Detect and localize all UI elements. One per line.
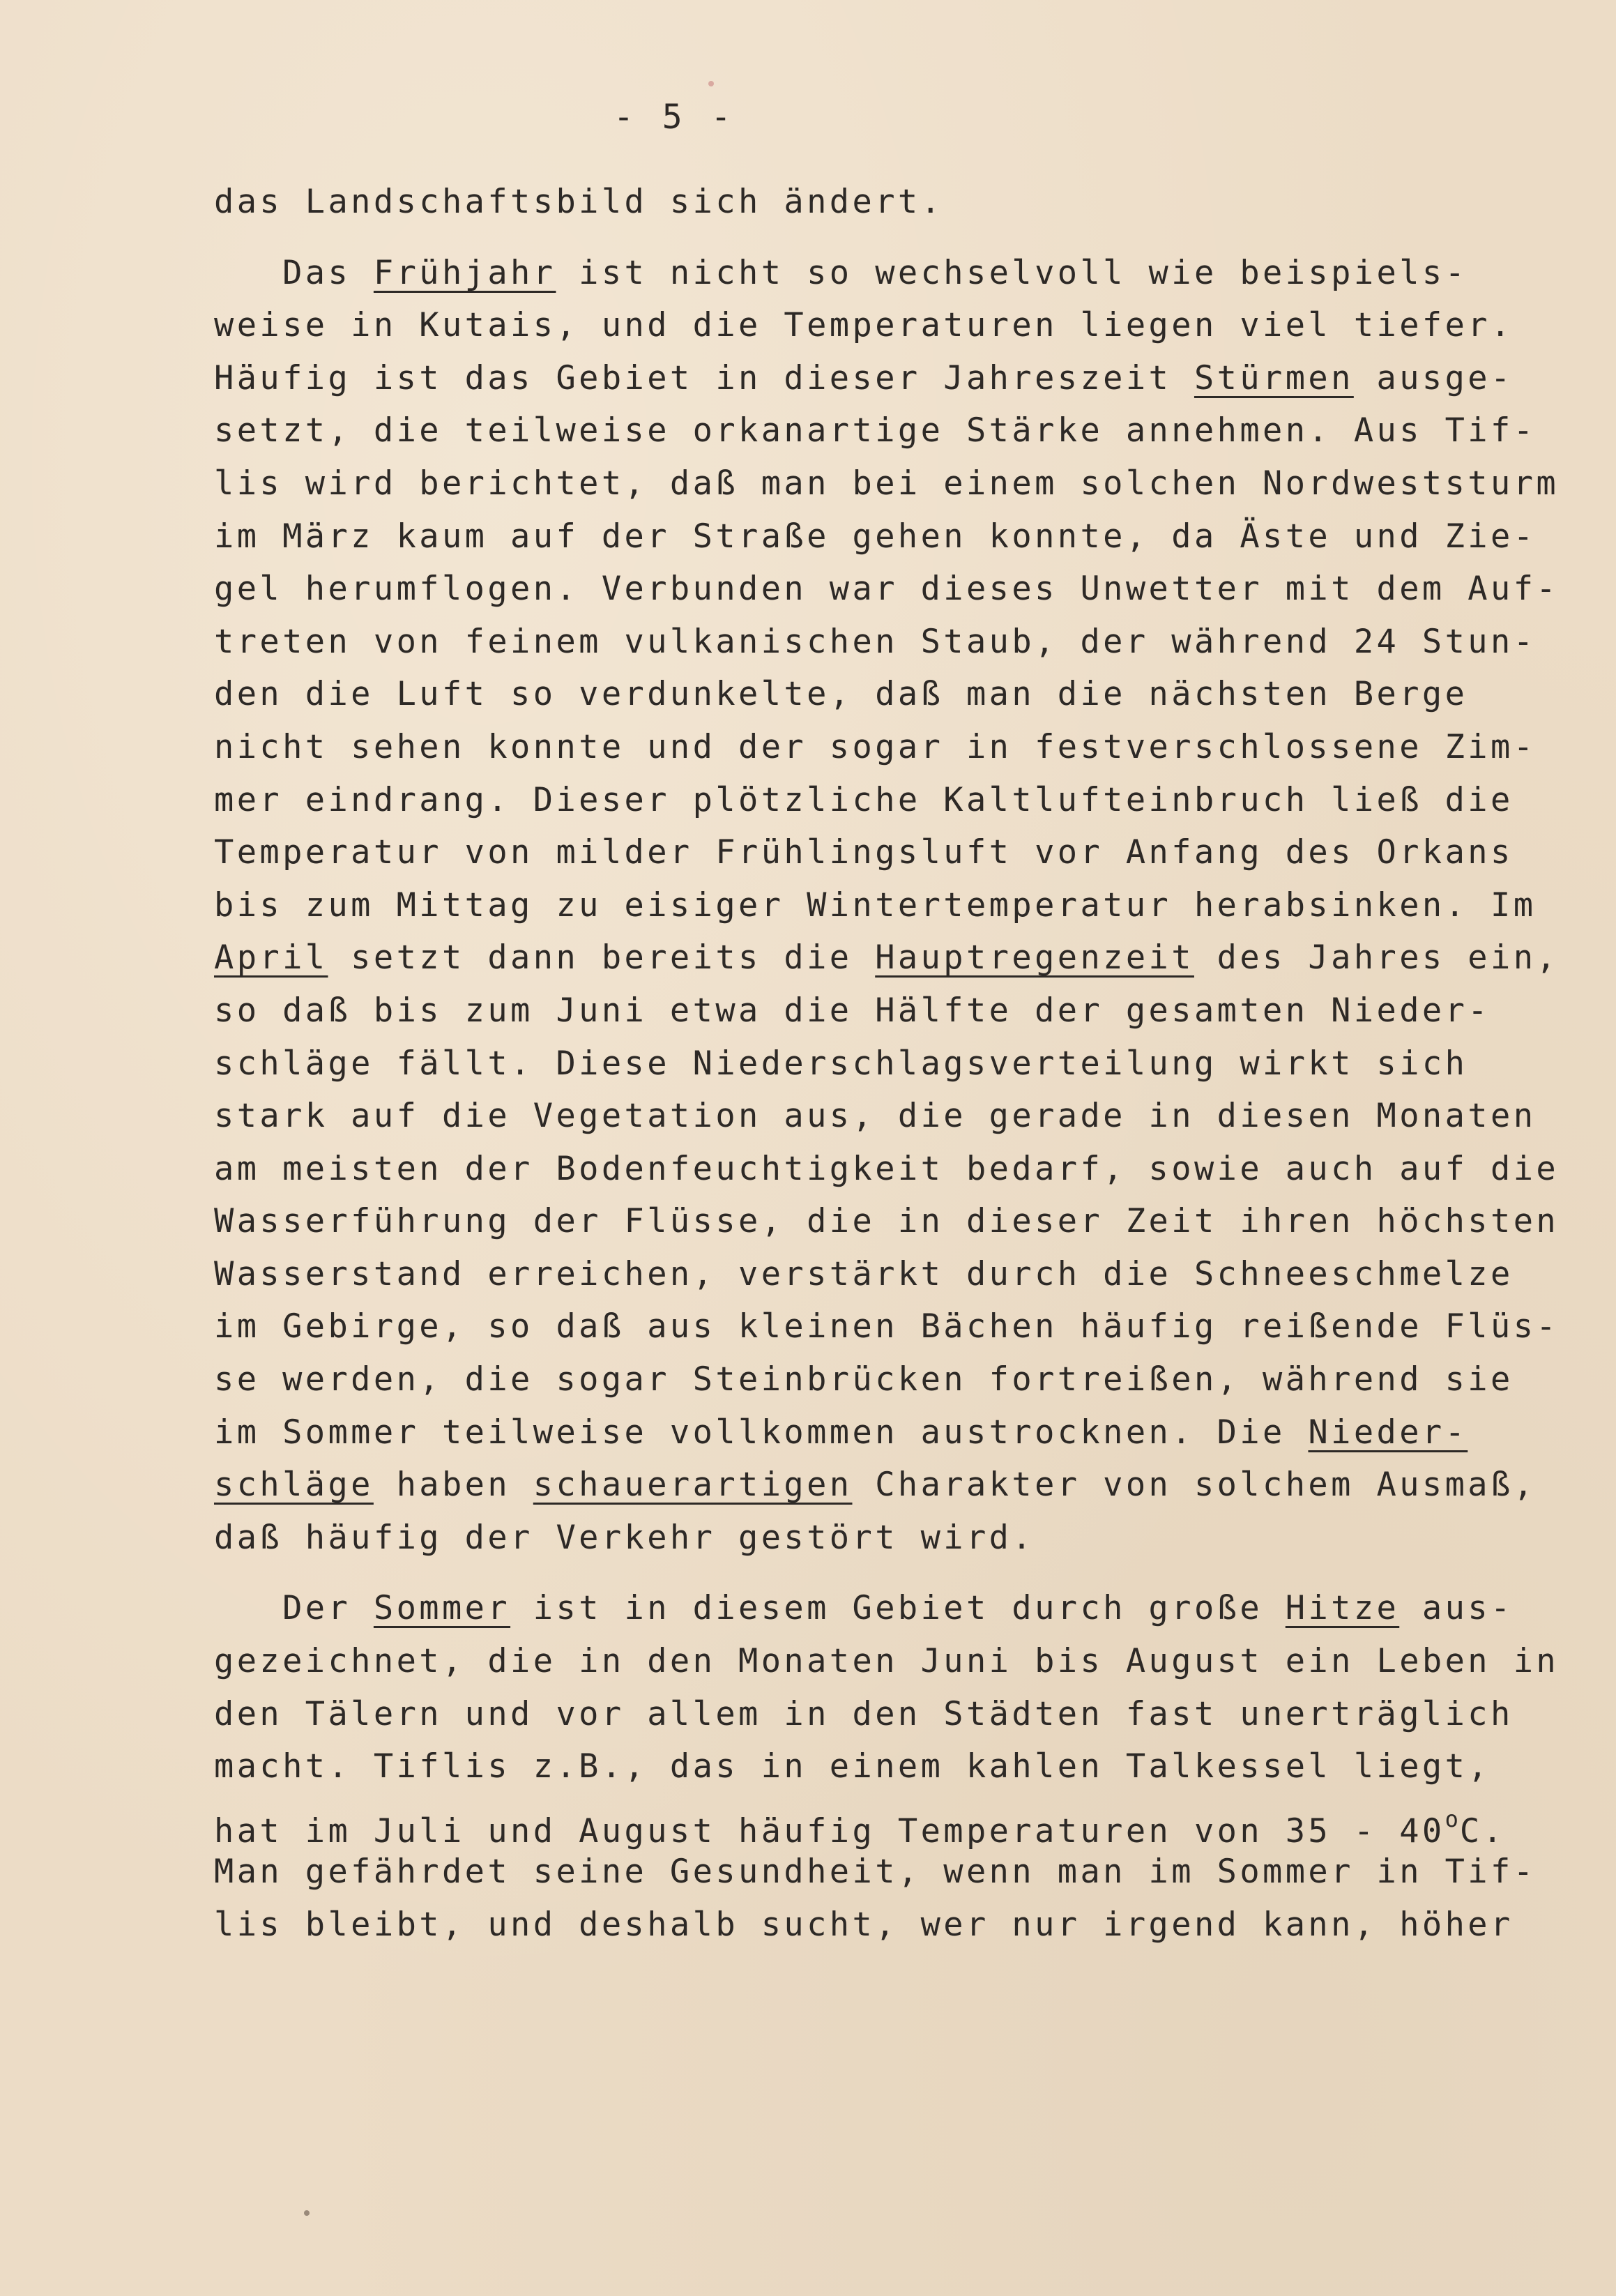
text-line xyxy=(214,176,1483,229)
body-text xyxy=(214,176,1560,1952)
text-segment: nicht sehen konnte und der sogar in festverschlossene Zim- xyxy=(214,727,1537,766)
text-segment: gezeichnet, die in den Monaten Juni bis August ein Leben in xyxy=(214,1642,1560,1681)
paragraph xyxy=(214,1582,1560,1951)
text-segment: Charakter von solchem Ausmaß, xyxy=(852,1466,1537,1505)
text-segment: das Landschaftsbild sich ändert. xyxy=(214,183,944,221)
text-line xyxy=(214,1143,1560,1196)
text-line xyxy=(214,1582,1514,1635)
text-segment: am meisten der Bodenfeuchtigkeit bedarf, sowie auch auf die xyxy=(214,1149,1560,1188)
degree-superscript: o xyxy=(1445,1805,1460,1832)
text-segment: haben xyxy=(373,1466,533,1505)
text-line xyxy=(214,404,1537,457)
text-segment: im Gebirge, so daß aus kleinen Bächen häufig reißende Flüs- xyxy=(214,1307,1560,1346)
underlined-term: Frühjahr xyxy=(373,253,556,292)
text-segment: so daß bis zum Juni etwa die Hälfte der gesamten Nieder- xyxy=(214,991,1491,1030)
text-line xyxy=(214,721,1537,774)
paper-speck xyxy=(708,81,714,86)
underlined-term: schläge xyxy=(214,1466,374,1505)
text-line xyxy=(214,1090,1537,1143)
text-segment: daß häufig der Verkehr gestört wird. xyxy=(214,1518,1035,1557)
text-segment: des Jahres ein, xyxy=(1194,938,1560,978)
text-line xyxy=(214,1740,1491,1793)
text-line xyxy=(214,774,1514,827)
text-line xyxy=(214,352,1514,405)
text-segment: gel herumflogen. Verbunden war dieses Unwetter mit dem Auf- xyxy=(214,570,1560,609)
text-segment: stark auf die Vegetation aus, die gerade in diesen Monaten xyxy=(214,1097,1537,1136)
text-line xyxy=(214,510,1537,563)
text-line xyxy=(214,1300,1560,1353)
text-segment: Der xyxy=(214,1589,374,1628)
underlined-term: Nieder- xyxy=(1308,1413,1468,1452)
text-segment: ausge- xyxy=(1353,358,1514,397)
text-line xyxy=(214,932,1560,984)
text-line xyxy=(214,1793,1506,1850)
text-segment: schläge fällt. Diese Niederschlagsverteilung wirkt sich xyxy=(214,1044,1468,1083)
text-segment: ist nicht so wechselvoll wie beispiels- xyxy=(556,253,1468,292)
text-line xyxy=(214,299,1514,352)
text-line xyxy=(214,1635,1560,1688)
text-line xyxy=(214,1195,1560,1248)
text-line xyxy=(214,563,1560,616)
text-segment: Wasserführung der Flüsse, die in dieser Zeit ihren höchsten xyxy=(214,1202,1560,1241)
underlined-term: Hauptregenzeit xyxy=(875,938,1194,978)
text-segment: Man gefährdet seine Gesundheit, wenn man im Sommer in Tif- xyxy=(214,1853,1537,1892)
text-segment: setzt, die teilweise orkanartige Stärke annehmen. Aus Tif- xyxy=(214,411,1537,450)
text-line xyxy=(214,1899,1514,1952)
text-line xyxy=(214,1037,1483,1090)
text-segment: lis bleibt, und deshalb sucht, wer nur irgend kann, höher xyxy=(214,1906,1514,1944)
underlined-term: schauerartigen xyxy=(533,1466,853,1505)
text-segment: aus- xyxy=(1399,1589,1514,1628)
paragraph-gap xyxy=(214,229,1483,247)
text-segment: Das xyxy=(214,253,374,292)
text-segment: im März kaum auf der Straße gehen konnte, da Äste und Zie- xyxy=(214,517,1537,556)
underlined-term: Stürmen xyxy=(1194,358,1354,397)
paragraph-gap xyxy=(214,1564,1483,1582)
text-segment: ist in diesem Gebiet durch große xyxy=(510,1589,1286,1628)
text-segment: im Sommer teilweise vollkommen austrocknen. Die xyxy=(214,1413,1309,1452)
text-line xyxy=(214,457,1560,510)
text-line xyxy=(214,984,1491,1037)
text-segment: macht. Tiflis z.B., das in einem kahlen Talkessel liegt, xyxy=(214,1747,1491,1786)
paper-speck xyxy=(304,2210,310,2216)
paragraph xyxy=(214,247,1560,1565)
text-segment: setzt dann bereits die xyxy=(328,938,876,978)
underlined-term: April xyxy=(214,938,328,978)
text-line xyxy=(214,1459,1537,1512)
text-segment: lis wird berichtet, daß man bei einem solchen Nordweststurm xyxy=(214,464,1560,503)
text-line xyxy=(214,1406,1483,1459)
page-number: - 5 - xyxy=(613,98,735,137)
text-segment: den Tälern und vor allem in den Städten fast unerträglich xyxy=(214,1694,1514,1733)
text-segment: Häufig ist das Gebiet in dieser Jahreszeit xyxy=(214,358,1194,397)
text-line xyxy=(214,826,1514,879)
text-segment: mer eindrang. Dieser plötzliche Kaltlufteinbruch ließ die xyxy=(214,780,1514,819)
text-line xyxy=(214,879,1537,932)
text-segment: bis zum Mittag zu eisiger Wintertemperatur herabsinken. Im xyxy=(214,885,1537,925)
text-line xyxy=(214,1512,1483,1565)
text-line xyxy=(214,1353,1514,1406)
text-line xyxy=(214,1248,1514,1301)
text-segment: se werden, die sogar Steinbrücken fortreißen, während sie xyxy=(214,1360,1514,1399)
text-line xyxy=(214,616,1537,669)
text-segment: weise in Kutais, und die Temperaturen liegen viel tiefer. xyxy=(214,306,1514,345)
text-segment: C. xyxy=(1459,1811,1506,1850)
text-line xyxy=(214,1688,1514,1741)
text-segment: treten von feinem vulkanischen Staub, der während 24 Stun- xyxy=(214,622,1537,661)
text-segment: den die Luft so verdunkelte, daß man die nächsten Berge xyxy=(214,675,1468,714)
underlined-term: Hitze xyxy=(1285,1589,1400,1628)
text-segment: Temperatur von milder Frühlingsluft vor Anfang des Orkans xyxy=(214,833,1514,872)
text-segment: hat im Juli und August häufig Temperaturen von 35 - 40 xyxy=(214,1811,1445,1850)
text-line xyxy=(214,668,1483,721)
paragraph xyxy=(214,176,1483,229)
underlined-term: Sommer xyxy=(373,1589,511,1628)
text-line xyxy=(214,247,1483,300)
text-segment: Wasserstand erreichen, verstärkt durch die Schneeschmelze xyxy=(214,1254,1514,1293)
text-line xyxy=(214,1846,1537,1899)
